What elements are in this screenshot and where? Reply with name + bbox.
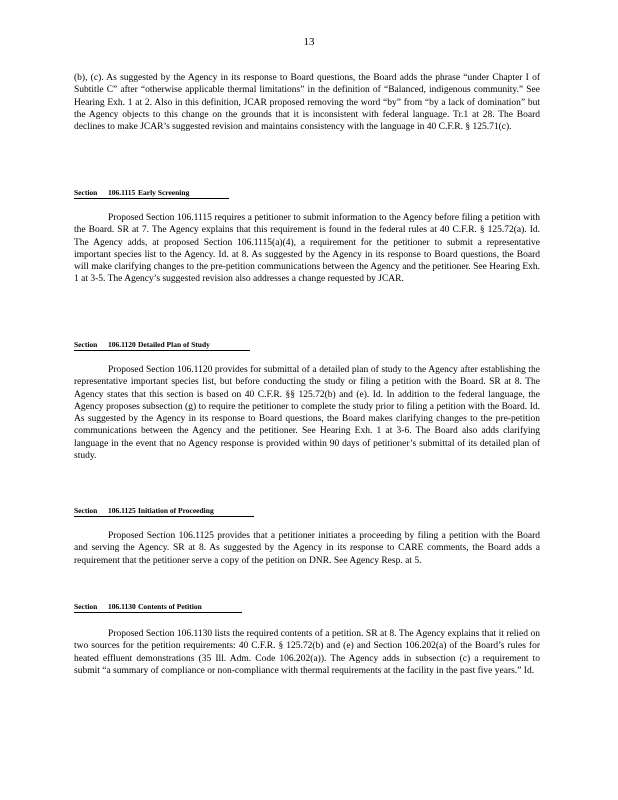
section-number: 106.1120 (108, 340, 136, 349)
paragraph-initiation-of-proceeding: Proposed Section 106.1125 provides that a petitioner initiates a proceeding by filing a petition with the Board and serving the Agency. SR at 8. As suggested by the Agency in its response to CARE comments, the Board adds a requirement that the petitioner serve a copy of the petition on DNR. See Agency Resp. at 5. (74, 531, 540, 566)
section-number: 106.1125 (108, 506, 136, 515)
paragraph-detailed-plan-of-study: Proposed Section 106.1120 provides for submittal of a detailed plan of study to the Agency after establishing the representative important species list, but before conducting the study or filing a petition with the Board. SR at 8. The Agency states that this section is based on 40 C.F.R. §§ 125.72(b) and (e). Id. In addition to the federal language, the Agency proposes subsection (g) to require the petitioner to complete the study prior to filing a petition with the Board. Id. As suggested by the Agency in its response to Board questions, the Board makes clarifying changes to the pre-petition communications between the Agency and the petitioner. See Hearing Exh. 1 at 3-6. The Board also adds clarifying language in the event that no Agency response is provided within 90 days of petitioner’s submittal of its detailed plan of study. (74, 365, 540, 462)
section-label: Section (74, 188, 98, 197)
section-title: Initiation of Proceeding (138, 506, 214, 515)
section-title: Detailed Plan of Study (138, 340, 210, 349)
page-number: 13 (303, 36, 315, 48)
section-number: 106.1130 (108, 602, 136, 611)
paragraph-contents-of-petition: Proposed Section 106.1130 lists the required contents of a petition. SR at 8. The Agency explains that it relied on two sources for the petition requirements: 40 C.F.R. § 125.72(b) and (e) and Section 106.202(a) of the Board’s rules for heated effluent demonstrations (35 Ill. Adm. Code 106.202(a)). The Agency adds in subsection (c) a requirement to submit “a summary of compliance or non-compliance with thermal requirements at the facility in the past five years.” Id. (74, 629, 540, 676)
section-title: Early Screening (138, 188, 190, 197)
section-heading-106-1125 (74, 506, 254, 517)
section-label: Section (74, 340, 98, 349)
section-label: Section (74, 602, 98, 611)
section-heading-106-1120 (74, 340, 250, 351)
paragraph-definitions-continued: (b), (c). As suggested by the Agency in its response to Board questions, the Board adds the phrase “under Chapter I of Subtitle C” after “otherwise applicable thermal limitations” in the definition of “Balanced, indigenous community.” See Hearing Exh. 1 at 2. Also in this definition, JCAR proposed removing the word “by” from “by a lack of domination” but the Agency objects to this change on the grounds that it is inconsistent with federal language. Tr.1 at 28. The Board declines to make JCAR’s suggested revision and maintains consistency with the language in 40 C.F.R. § 125.71(c). (74, 73, 540, 133)
section-heading-106-1130 (74, 602, 242, 613)
section-heading-106-1115 (74, 188, 229, 199)
section-title: Contents of Petition (138, 602, 202, 611)
section-label: Section (74, 506, 98, 515)
paragraph-early-screening: Proposed Section 106.1115 requires a petitioner to submit information to the Agency before filing a petition with the Board. SR at 7. The Agency explains that this requirement is found in the federal rules at 40 C.F.R. § 125.72(a). Id. The Agency adds, at proposed Section 106.1115(a)(4), a requirement for the petitioner to submit a representative important species list to the Agency. Id. at 8. As suggested by the Agency in its response to Board questions, the Board will make clarifying changes to the pre-petition communications between the Agency and the petitioner. See Hearing Exh. 1 at 3-5. The Agency’s suggested revision also addresses a change requested by JCAR. (74, 213, 540, 285)
section-number: 106.1115 (108, 188, 136, 197)
